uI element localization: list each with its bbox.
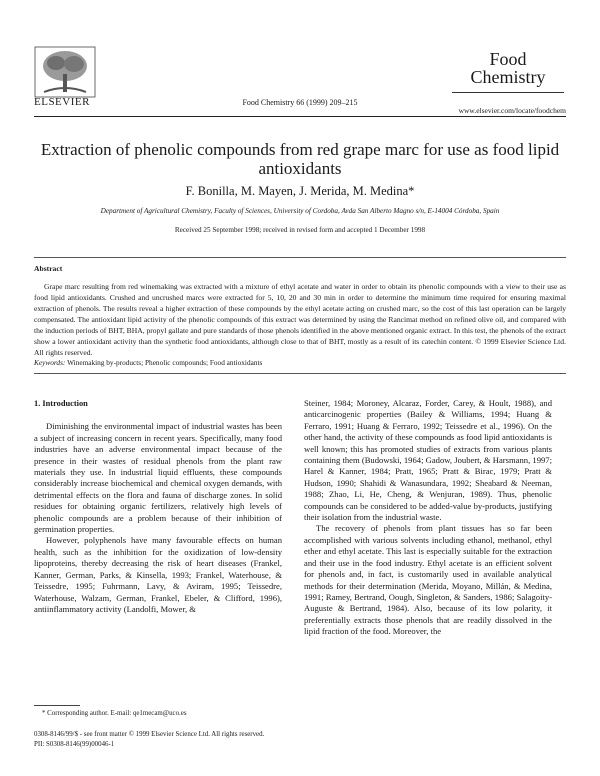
body-paragraph: The recovery of phenols from plant tissues has so far been accomplished with various solvents including ethanol, methanol, ethyl ether and ethyl acetate. This last is especially suitable for the extraction and their use in the food industry. Ethyl acetate is an efficient solvent for phenols and, in fact, is customarily used in available analytical methods for their determination (Merida, Moyano, Millán, & Medina, 1991; Ramey, Bertrand, Oough, Singleton, & Sanders, 1986; Salagoity-Auguste & Bertrand, 1984). Also, because of its low polarity, it preferentially extracts those phenols that are readily dissolved in the lipid fraction of the food. Moreover, the	[304, 523, 552, 637]
journal-reference: Food Chemistry 66 (1999) 209–215	[242, 98, 358, 107]
author-affiliation: Department of Agricultural Chemistry, Faculty of Sciences, University of Cordoba, Avda San Alberto Magno s/n, E-14004 Córdoba, Spain	[100, 207, 500, 215]
body-column-right	[304, 398, 552, 638]
elsevier-tree-logo	[34, 46, 96, 98]
copyright-line: 0308-8146/99/$ - see front matter © 1999 Elsevier Science Ltd. All rights reserved.	[34, 731, 265, 738]
received-dates: Received 25 September 1998; received in revised form and accepted 1 December 1998	[174, 226, 426, 234]
keywords-list: Winemaking by-products; Phenolic compounds; Food antioxidants	[67, 358, 263, 367]
body-column-left	[34, 398, 282, 615]
article-authors: F. Bonilla, M. Mayen, J. Merida, M. Medina*	[185, 184, 415, 198]
journal-url[interactable]: www.elsevier.com/locate/foodchem	[458, 106, 566, 115]
corresponding-author-footnote: * Corresponding author. E-mail: qe1mecam@uco.es	[42, 710, 187, 717]
publisher-name: ELSEVIER	[34, 96, 90, 108]
article-title: Extraction of phenolic compounds from red grape marc for use as food lipid antioxidants	[40, 140, 560, 178]
masthead-line-1: Food	[489, 49, 527, 69]
footnote-divider	[34, 705, 80, 706]
keywords	[34, 358, 262, 367]
abstract-top-divider	[34, 257, 566, 258]
journal-masthead	[452, 50, 564, 86]
body-paragraph: However, polyphenols have many favourable effects on human health, such as the inhibition for the oxidization of low-density lipoproteins, thereby decreasing the risk of heart diseases (Frankel, Kanner, German, Parks, & Kinsella, 1993; Frankel, Waterhouse, & Teissedre, 1995; Fuhrmann, Lavy, & Aviram, 1995; Teissedre, Waterhouse, Walzam, German, Frankel, Ebeler, & Clifford, 1996), antiinflammatory activity (Landolfi, Mower, &	[34, 535, 282, 614]
abstract-bottom-divider	[34, 373, 566, 374]
abstract-heading: Abstract	[34, 264, 63, 273]
header-divider	[34, 116, 566, 117]
masthead-divider	[452, 92, 564, 93]
abstract-text: Grape marc resulting from red winemaking was extracted with a mixture of ethyl acetate and water in order to obtain its phenolic compounds with a view to their use as food lipid antioxidants. Crushed and uncrushed marcs were extracted for 5, 10, 20 and 30 min in order to determine the minimum time required for ensuring maximal extraction of phenols. The results reveal a higher extraction of these compounds by the ethyl acetate acting on crushed marc, so the cost of this last operation can be largely compensated. The antioxidant lipid activity of the phenolic compounds of this extract was determined by using the Rancimat method on refined olive oil, and compared with the induction periods of BHT, BHA, propyl gallate and pure standards of those phenols identified in the above mentioned organic extract. In this test, the phenols of the extract show a lower antioxidant activity than the synthetic food antioxidants, although close to that of BHT, mostly as a result of its catechin content. © 1999 Elsevier Science Ltd. All rights reserved.	[34, 282, 566, 357]
masthead-line-2: Chemistry	[470, 67, 546, 87]
body-paragraph: Diminishing the environmental impact of industrial wastes has been a subject of increasing concern in recent years. Specifically, many food industries have an adverse environmental impact because of the presence in their wastes of residual phenols from the plant raw materials they use. In industrial liquid effluents, these compounds considerably increase biochemical and chemical oxygen demands, with detrimental effects on the flora and fauna of discharge zones. In solid residues for obtaining organic fertilizers, relatively high levels of phenolic compounds are a problem because of their inhibition of germination properties.	[34, 421, 282, 535]
pii-line: PII: S0308-8146(99)00046-1	[34, 741, 115, 748]
section-heading-introduction: 1. Introduction	[34, 399, 88, 408]
body-paragraph: Steiner, 1984; Moroney, Alcaraz, Forder, Carey, & Hoult, 1988), and anticarcinogenic properties (Bailey & Williams, 1994; Huang & Ferraro, 1991; Huang & Ferraro, 1992; Teissedre et al., 1996). On the other hand, the activity of these compounds as food lipid antioxidants is well known; this has promoted studies of extracts from various plants containing them (Budowski, 1964; Gadow, Joubert, & Harsmann, 1997; Harel & Kanner, 1984; Pratt, 1965; Pratt & Birac, 1979; Pratt & Hudson, 1990; Shahidi & Wanasundara, 1992; Sheabard & Neeman, 1988; Zhao, Li, He, Cheng, & Wenjuran, 1989). Thus, phenolic compounds can be considered to be added-value by-products, justifying their isolation from the industrial waste.	[304, 398, 552, 523]
keywords-label: Keywords:	[34, 358, 66, 367]
